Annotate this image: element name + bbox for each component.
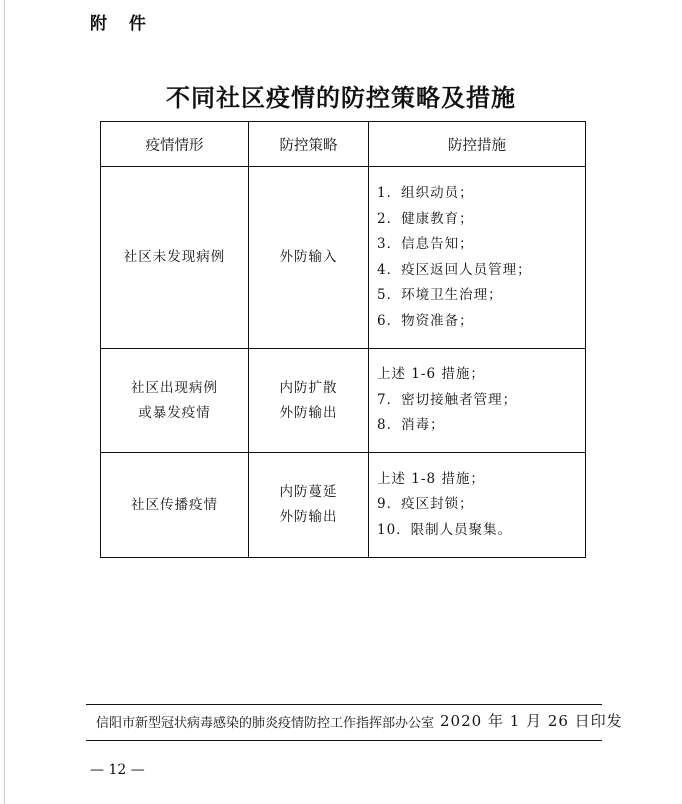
issuer-name: 信阳市新型冠状病毒感染的肺炎疫情防控工作指挥部办公室: [96, 716, 435, 731]
measure-item: 8．消毒；: [377, 417, 445, 434]
strategy-cell: [249, 167, 369, 349]
table-row: [101, 453, 586, 558]
table-row: [101, 349, 586, 453]
measure-item: 9．疫区封锁；: [377, 496, 474, 513]
situation-cell: [101, 167, 249, 349]
measure-item: 2．健康教育；: [377, 210, 474, 227]
measures-cell: [369, 453, 586, 558]
situation-text: 社区未发现病例: [123, 249, 226, 265]
measures-cell: [369, 349, 586, 453]
measure-item: 3．信息告知；: [377, 236, 474, 252]
document-title: 不同社区疫情的防控策略及措施: [166, 83, 516, 112]
header-measures: 防控措施: [369, 122, 586, 167]
measure-item: 上述 1-8 措施；: [377, 470, 485, 487]
measure-item: 6．物资准备；: [377, 312, 474, 329]
strategy-text: 外防输出: [279, 509, 338, 525]
issue-date: 2020 年 1 月 26 日印发: [440, 712, 623, 730]
header-situation: 疫情情形: [101, 122, 249, 167]
strategy-cell: [249, 453, 369, 558]
strategy-text: 内防蔓延: [279, 484, 338, 500]
measures-table: [100, 121, 586, 558]
page-edge-line: [4, 0, 5, 804]
header-strategy: 防控策略: [249, 122, 369, 167]
measure-item: 上述 1-6 措施；: [377, 366, 485, 383]
strategy-cell: [249, 349, 369, 453]
situation-cell: [101, 453, 249, 558]
footer-divider-bottom: [86, 740, 602, 741]
situation-cell: [101, 349, 249, 453]
measure-item: 5．环境卫生治理；: [377, 287, 503, 303]
strategy-text: 外防输入: [279, 249, 338, 265]
situation-text: 社区出现病例: [131, 379, 218, 396]
footer-divider-top: [86, 704, 602, 705]
strategy-text: 内防扩散: [279, 379, 338, 396]
measure-item: 1．组织动员；: [377, 185, 474, 201]
situation-text: 社区传播疫情: [131, 496, 218, 513]
measure-item: 4．疫区返回人员管理；: [377, 261, 532, 278]
table-row: [101, 167, 586, 349]
strategy-text: 外防输出: [279, 404, 338, 421]
table-header-row: [101, 122, 586, 167]
attachment-label: 附 件: [90, 14, 154, 34]
measures-cell: [369, 167, 586, 349]
page-number: — 12 —: [90, 762, 145, 778]
situation-text: 或暴发疫情: [138, 404, 211, 421]
measure-item: 10．限制人员聚集。: [377, 521, 513, 538]
measure-item: 7．密切接触者管理；: [377, 391, 518, 408]
